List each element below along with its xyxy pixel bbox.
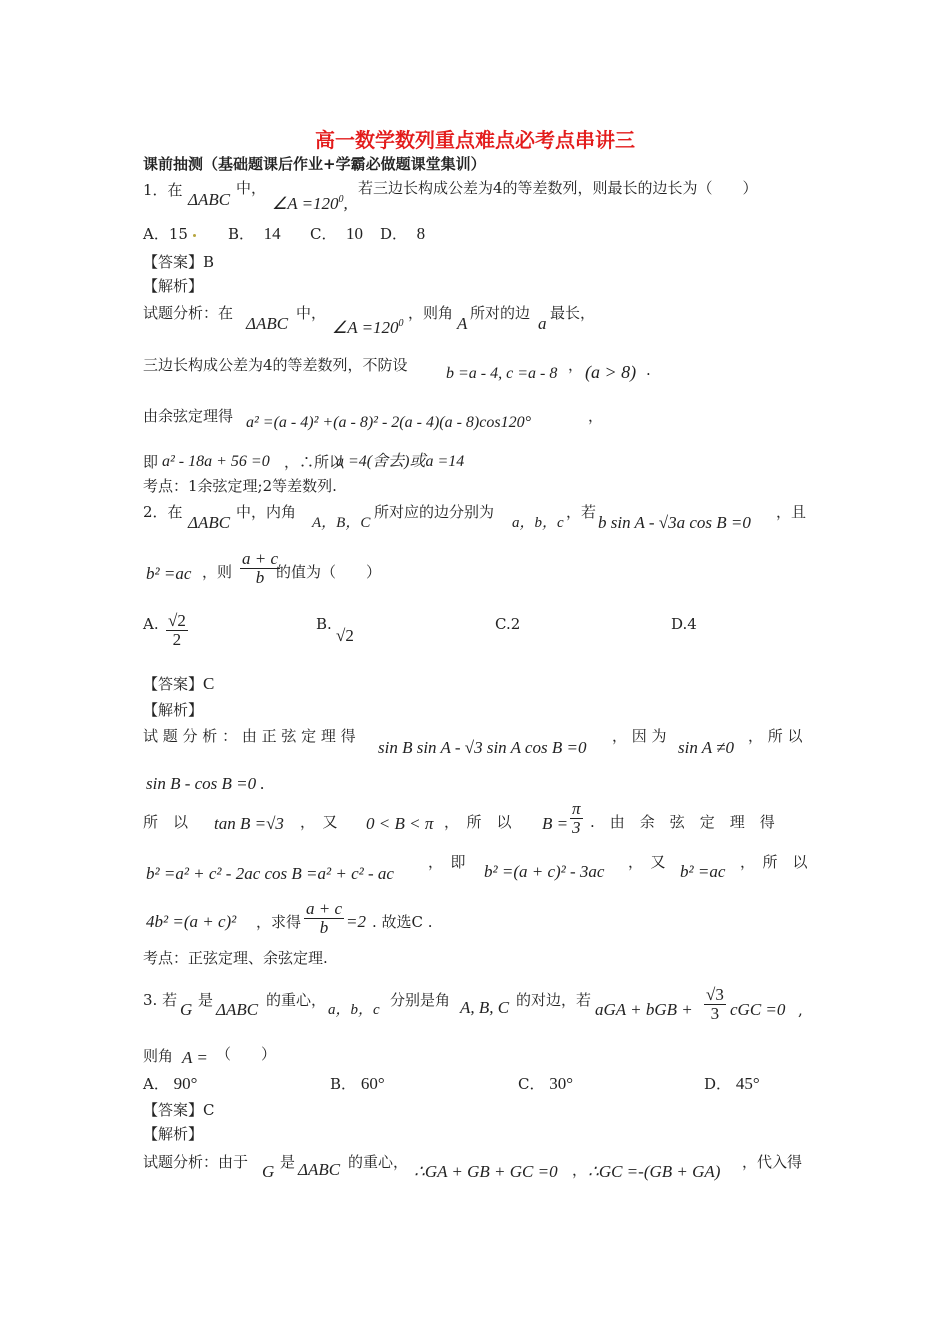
q1-ana-angle: ∠A $=120^0$ xyxy=(332,318,404,337)
q2-ana-3e: ， 所 以 xyxy=(444,813,512,831)
q2-ana-4b: ， 即 xyxy=(428,853,466,871)
q3-sides: a，b，c xyxy=(328,1002,380,1018)
q2-ana-3h: . 由 余 弦 定 理 得 xyxy=(590,813,775,831)
q1-analysis-4a: 即 xyxy=(143,453,159,471)
q1-angle: ∠A $=120^0$, xyxy=(272,194,348,213)
q3-eq-c: , xyxy=(798,1001,803,1019)
q2-ana-1d: sin A ≠0 xyxy=(678,738,734,757)
q1-ana-4d: a =4(舍去)或a =14 xyxy=(336,453,465,470)
q1-analysis-1: 试题分析：在 xyxy=(143,304,234,322)
q2-ana-5a: 4b² =(a + c)² xyxy=(146,912,237,931)
q2-ana-1c: ， 因 为 xyxy=(612,727,667,745)
q2-ana-1a: 试 题 分 析 ： 由 正 弦 定 理 得 xyxy=(143,727,356,745)
q3-stem-e: 的对边，若 xyxy=(516,991,592,1009)
q2-option-b-val: √2 xyxy=(336,626,354,645)
q2-angles: A，B，C xyxy=(312,515,371,531)
q1-ana-1g: 最长， xyxy=(550,304,596,322)
q3-ana-1c: 是 xyxy=(280,1153,296,1171)
q3-eq-a: aGA + bGB + xyxy=(595,1000,693,1019)
q3-stem-f: 则角 xyxy=(143,1047,174,1065)
q2-ana-5-frac: $\frac{a + c}{b}$ xyxy=(306,899,343,937)
q2-option-c: C.2 xyxy=(495,615,521,633)
q3-answer: 【答案】C xyxy=(143,1101,215,1119)
q1-ana-2c: ， xyxy=(568,356,584,374)
q1-ana-zhong: 中， xyxy=(296,304,327,322)
q1-analysis-3: 由余弦定理得 xyxy=(143,407,234,425)
q1-stem-b: 若三边长构成公差为4的等差数列，则最长的边长为（ ） xyxy=(358,179,758,197)
q1-ana-2e: . xyxy=(646,361,651,379)
q2-ana-1b: sin B sin A - √3 sin A cos B =0 xyxy=(378,738,587,757)
q1-kaodian: 考点：1余弦定理;2等差数列. xyxy=(143,477,337,495)
dot-mark xyxy=(193,234,196,237)
q1-ana-1f: a xyxy=(538,314,547,333)
q3-stem-h: （ ） xyxy=(216,1045,277,1063)
q2-triangle: ΔABC xyxy=(188,513,231,532)
q3-stem-d: 分别是角 xyxy=(390,991,451,1009)
q2-kaodian: 考点：正弦定理、余弦定理. xyxy=(143,949,328,967)
q3-option-a: A． 90° xyxy=(143,1074,198,1093)
q2-sides: a，b，c xyxy=(512,515,564,531)
q1-zhong: 中， xyxy=(236,179,267,197)
q1-ana-triangle: ΔABC xyxy=(246,314,289,333)
q2-stem-d: ，若 xyxy=(566,503,597,521)
q3-triangle: ΔABC xyxy=(216,1000,259,1019)
q2-ana-4a: b² =a² + c² - 2ac cos B =a² + c² - ac xyxy=(146,864,394,883)
q2-stem-e: ，且 xyxy=(776,503,807,521)
q2-ana-4c: b² =(a + c)² - 3ac xyxy=(484,862,605,881)
q3-ana-1g: ， xyxy=(572,1161,588,1179)
q2-stem-f: ，则 xyxy=(202,563,233,581)
q2-ana-3c: ， 又 xyxy=(300,813,338,831)
q1-option-d: D． 8 xyxy=(380,224,426,243)
q3-option-c: C． 30° xyxy=(518,1074,574,1093)
q2-ana-3b: tan B =√3 xyxy=(214,814,284,833)
q2-option-d: D.4 xyxy=(671,615,697,633)
q3-stem-g: A = xyxy=(182,1048,208,1067)
q3-eq-frac: $\frac{√3}{3}$ xyxy=(706,985,724,1023)
q2-ana-1e: ， 所 以 xyxy=(748,727,803,745)
q1-ana-4b: a² - 18a + 56 =0 xyxy=(162,453,270,470)
q2-ana-2: sin B - cos B =0 . xyxy=(146,774,265,793)
q3-stem-a: 3. 若 xyxy=(143,991,178,1009)
section-subtitle: 课前抽测（基础题课后作业+学霸必做题课堂集训） xyxy=(143,155,486,173)
q3-option-d: D． 45° xyxy=(704,1074,760,1093)
q2-option-b: B. xyxy=(316,615,332,633)
q1-option-b: B． 14 xyxy=(228,224,281,243)
q3-ana-1b: G xyxy=(262,1162,275,1181)
q3-ana-1d: ΔABC xyxy=(298,1160,341,1179)
q3-analysis-label: 【解析】 xyxy=(143,1125,204,1143)
q2-ana-3g: $\frac{\pi}{3}$ xyxy=(572,799,581,837)
page-title: 高一数学数列重点难点必考点串讲三 xyxy=(315,128,635,152)
q2-ana-5c: =2 xyxy=(346,912,366,931)
q1-answer: 【答案】B xyxy=(143,253,215,271)
q3-ana-1h: ∴GC =-(GB + GA) xyxy=(588,1162,721,1181)
q2-ana-5d: . 故选C . xyxy=(372,913,433,931)
q2-condition-2: b² =ac xyxy=(146,564,192,583)
q1-ana-4c: ，∴所以 xyxy=(284,453,345,471)
q2-ana-3f: B = xyxy=(542,814,569,833)
q3-eq-b: cGC =0 xyxy=(730,1000,786,1019)
q1-stem: 1．在 xyxy=(143,181,183,199)
q1-triangle: ΔABC xyxy=(188,190,231,209)
q1-ana-2d: (a > 8) xyxy=(585,362,637,382)
q2-condition: b sin A - √3a cos B =0 xyxy=(598,513,751,532)
q3-ana-1e: 的重心， xyxy=(348,1153,409,1171)
q2-ana-4d: ， 又 xyxy=(628,853,666,871)
q3-angles: A, B, C xyxy=(460,998,510,1017)
q2-ana-5b: ，求得 xyxy=(256,913,302,931)
q2-stem-g: 的值为（ ） xyxy=(276,563,382,581)
q3-stem-c: 的重心， xyxy=(266,991,327,1009)
q1-ana-2b: b =a - 4, c =a - 8 xyxy=(446,365,558,382)
q1-ana-1e: 所对的边 xyxy=(470,304,531,322)
q2-stem-c: 所对应的边分别为 xyxy=(374,503,495,521)
q2-ana-3d: 0 < B < π xyxy=(366,814,434,833)
q2-stem-a: 2．在 xyxy=(143,503,183,521)
q2-ana-3a: 所 以 xyxy=(143,813,189,831)
q3-ana-1i: ，代入得 xyxy=(742,1153,803,1171)
q2-analysis-label: 【解析】 xyxy=(143,701,204,719)
q2-ana-4f: ， 所 以 xyxy=(740,853,808,871)
q2-option-a: A. xyxy=(143,615,159,633)
q1-ana-3c: ， xyxy=(588,407,604,425)
q2-fraction: $\frac{a + c}{b}$ xyxy=(242,549,279,587)
q2-stem-b: 中，内角 xyxy=(236,503,297,521)
q1-ana-1c: ，则角 xyxy=(408,304,454,322)
q3-ana-1f: ∴GA + GB + GC =0 xyxy=(414,1162,558,1181)
q2-answer: 【答案】C xyxy=(143,674,215,693)
q3-option-b: B． 60° xyxy=(330,1074,385,1093)
q3-stem-b: 是 xyxy=(198,991,214,1009)
q1-ana-1d: A xyxy=(457,314,468,333)
q1-ana-3b: a² =(a - 4)² +(a - 8)² - 2(a - 4)(a - 8)cos120° xyxy=(246,414,531,431)
q3-g: G xyxy=(180,1000,193,1019)
q1-option-c: C． 10 xyxy=(310,224,364,243)
q1-analysis-label: 【解析】 xyxy=(143,277,204,295)
q3-ana-1a: 试题分析：由于 xyxy=(143,1153,249,1171)
q1-analysis-2: 三边长构成公差为4的等差数列，不防设 xyxy=(143,356,408,374)
q1-option-a: A．15 xyxy=(143,224,196,244)
q2-option-a-frac: $\frac{√2}{2}$ xyxy=(168,611,186,649)
q2-ana-4e: b² =ac xyxy=(680,862,726,881)
